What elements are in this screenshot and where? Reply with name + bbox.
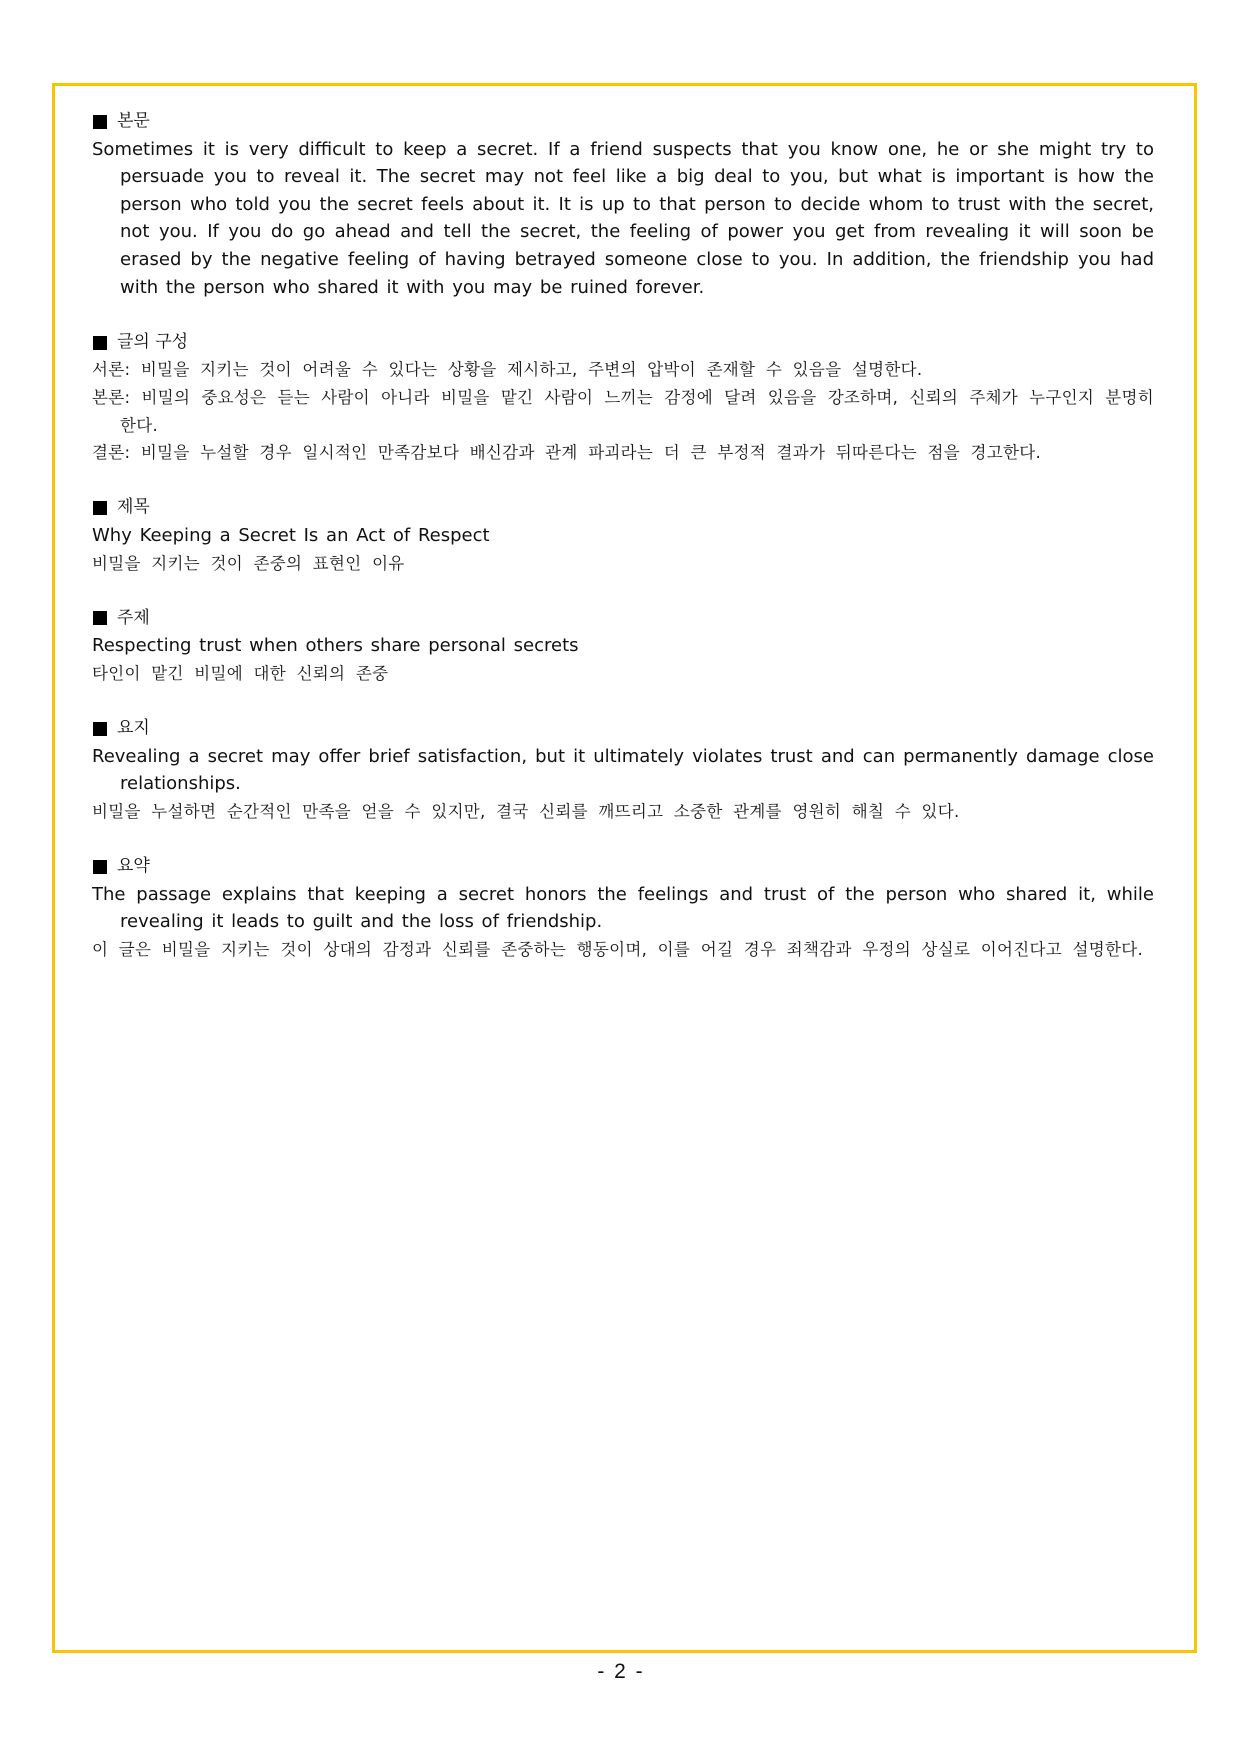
section-body-text <box>92 108 1154 301</box>
main-idea-korean: 비밀을 누설하면 순간적인 만족을 얻을 수 있지만, 결국 신뢰를 깨뜨리고 소중한 관계를 영원히 해칠 수 있다. <box>92 801 960 821</box>
black-square-bullet-icon <box>93 860 107 874</box>
section-heading-label: 본문 <box>117 111 150 131</box>
document-content <box>92 108 1154 991</box>
section-heading <box>92 605 1154 633</box>
black-square-bullet-icon <box>93 501 107 515</box>
topic-korean: 타인이 맡긴 비밀에 대한 신뢰의 존중 <box>92 663 389 683</box>
section-heading-label: 요약 <box>117 856 150 877</box>
section-heading <box>92 329 1154 357</box>
black-square-bullet-icon <box>93 722 107 736</box>
summary-korean: 이 글은 비밀을 지키는 것이 상대의 감정과 신뢰를 존중하는 행동이며, 이를 어길 경우 죄책감과 우정의 상실로 이어진다고 설명한다. <box>92 939 1144 959</box>
title-english: Why Keeping a Secret Is an Act of Respect <box>92 524 490 546</box>
black-square-bullet-icon <box>93 336 107 350</box>
summary-english: The passage explains that keeping a secret honors the feelings and trust of the person who shared it, while revealing it leads to guilt and the loss of friendship. <box>92 883 1154 933</box>
structure-conclusion: 결론: 비밀을 누설할 경우 일시적인 만족감보다 배신감과 관계 파괴라는 더 큰 부정적 결과가 뒤따른다는 점을 경고한다. <box>92 443 1042 463</box>
black-square-bullet-icon <box>93 115 107 129</box>
section-heading <box>92 853 1154 881</box>
section-heading-label: 요지 <box>117 718 150 739</box>
main-idea-english: Revealing a secret may offer brief satisfaction, but it ultimately violates trust and can permanently damage close relationships. <box>92 745 1154 795</box>
section-heading-label: 제목 <box>117 497 150 518</box>
structure-introduction: 서론: 비밀을 지키는 것이 어려울 수 있다는 상황을 제시하고, 주변의 압박이 존재할 수 있음을 설명한다. <box>92 360 923 380</box>
section-main-idea <box>92 715 1154 825</box>
section-structure <box>92 329 1154 467</box>
topic-english: Respecting trust when others share personal secrets <box>92 635 579 657</box>
section-heading <box>92 715 1154 743</box>
section-heading <box>92 494 1154 522</box>
section-topic <box>92 605 1154 688</box>
section-title <box>92 494 1154 577</box>
section-heading-label: 글의 구성 <box>117 331 189 352</box>
structure-body: 본론: 비밀의 중요성은 듣는 사람이 아니라 비밀을 맡긴 사람이 느끼는 감정에 달려 있음을 강조하며, 신뢰의 주체가 누구인지 분명히 한다. <box>92 387 1154 435</box>
passage-paragraph: Sometimes it is very difficult to keep a secret. If a friend suspects that you know one, he or she might try to persuade you to reveal it. The secret may not feel like a big deal to you, but what is important is how the person who told you the secret feels about it. It is up to that person to decide whom to trust with the secret, not you. If you do go ahead and tell the secret, the feeling of power you get from revealing it will soon be erased by the negative feeling of having betrayed someone close to you. In addition, the friendship you had with the person who shared it with you may be ruined forever. <box>92 138 1154 298</box>
section-summary <box>92 853 1154 963</box>
page-number: - 2 - <box>597 1660 643 1683</box>
section-heading <box>92 108 1154 136</box>
section-heading-label: 주제 <box>117 607 150 628</box>
black-square-bullet-icon <box>93 611 107 625</box>
title-korean: 비밀을 지키는 것이 존중의 표현인 이유 <box>92 553 405 573</box>
